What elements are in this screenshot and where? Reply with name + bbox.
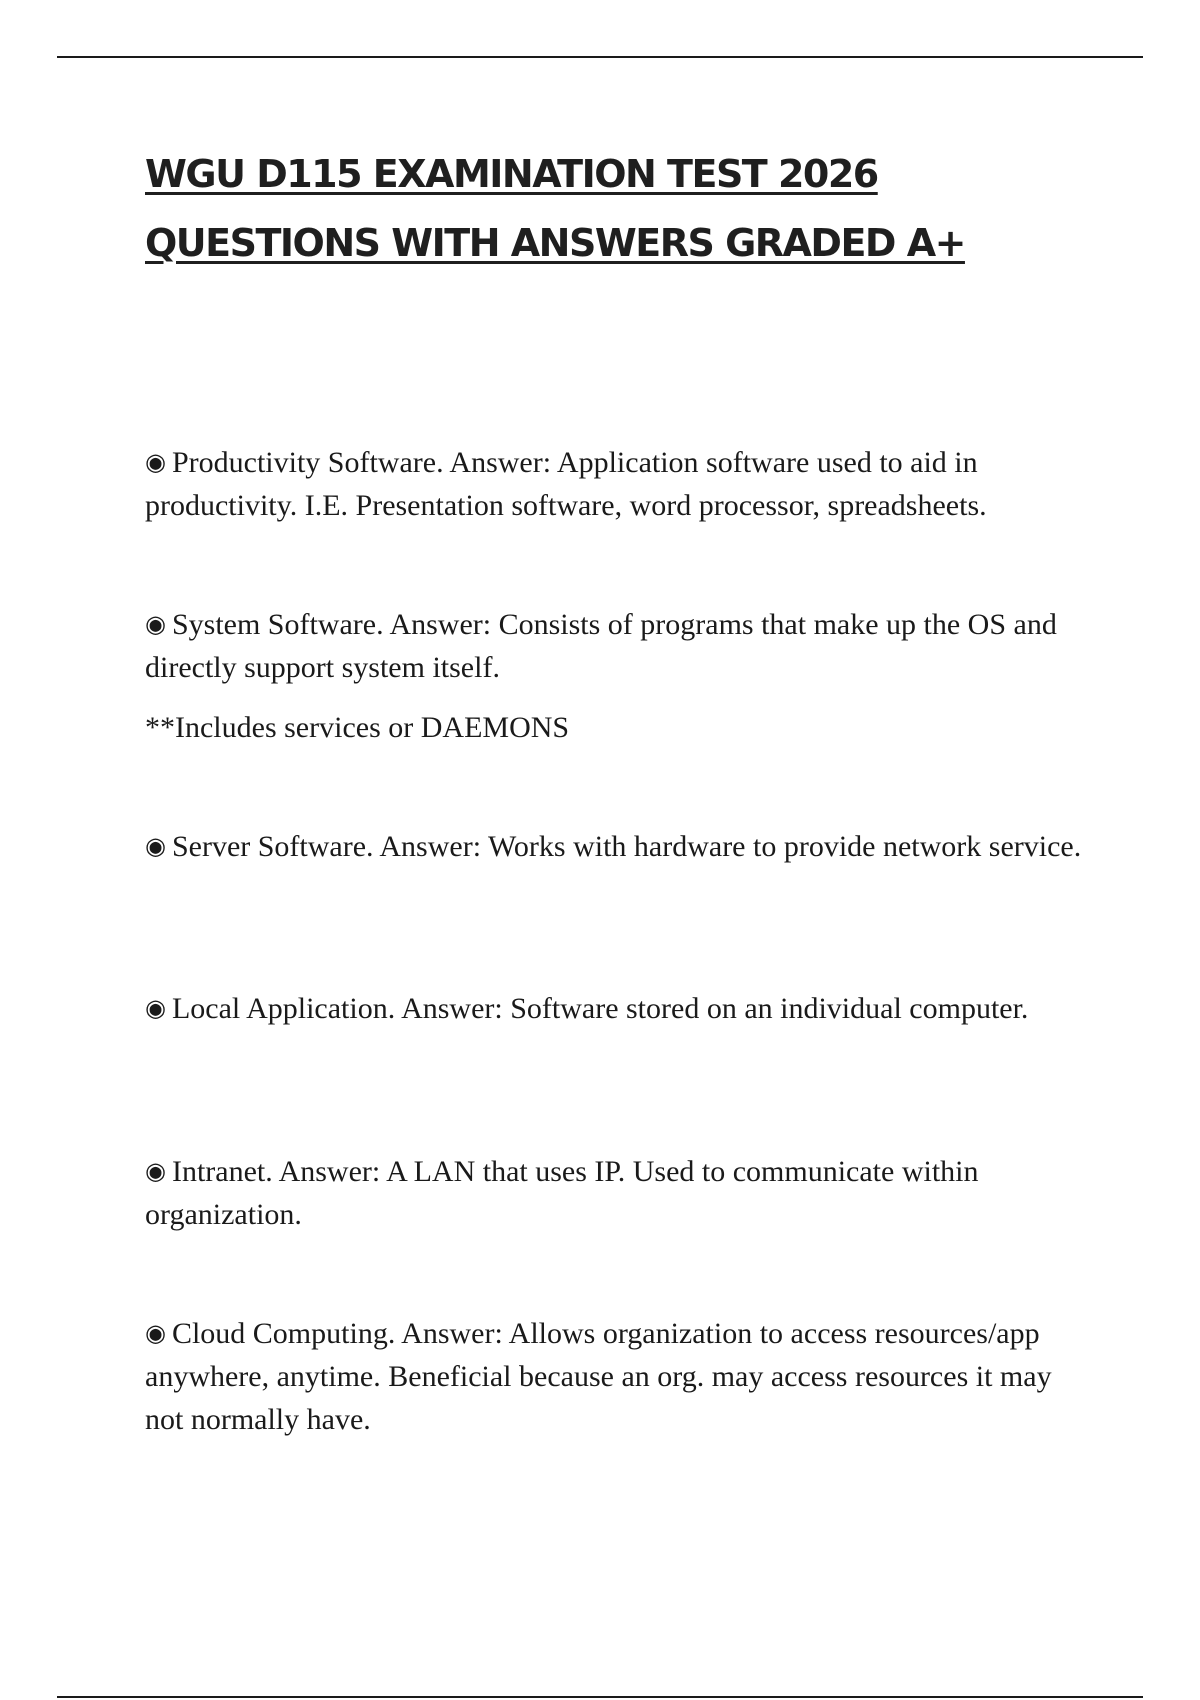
radio-bullet-icon: ◉	[145, 994, 166, 1022]
qa-text: Server Software. Answer: Works with hardware to provide network service.	[171, 830, 1082, 863]
qa-text: Local Application. Answer: Software stored on an individual computer.	[171, 992, 1029, 1025]
qa-item-system-software	[145, 603, 1095, 749]
document-title	[145, 140, 1085, 278]
title-line-2: QUESTIONS WITH ANSWERS GRADED A+	[145, 221, 965, 265]
top-divider	[57, 56, 1143, 58]
radio-bullet-icon: ◉	[145, 610, 166, 638]
qa-item-intranet	[145, 1150, 1095, 1236]
qa-item-cloud-computing	[145, 1312, 1095, 1441]
radio-bullet-icon: ◉	[145, 448, 166, 476]
qa-text: Intranet. Answer: A LAN that uses IP. Used to communicate within organization.	[145, 1155, 979, 1231]
qa-item-server-software	[145, 825, 1095, 868]
qa-text: Cloud Computing. Answer: Allows organization to access resources/app anywhere, anytime. Beneficial because an org. may access resources it may not normally have.	[145, 1317, 1052, 1436]
qa-text: Productivity Software. Answer: Application software used to aid in productivity. I.E. Presentation software, word processor, spreadsheets.	[145, 446, 987, 522]
bottom-divider	[57, 1696, 1143, 1698]
qa-text: System Software. Answer: Consists of programs that make up the OS and directly support system itself.	[145, 608, 1057, 684]
radio-bullet-icon: ◉	[145, 1319, 166, 1347]
radio-bullet-icon: ◉	[145, 832, 166, 860]
radio-bullet-icon: ◉	[145, 1157, 166, 1185]
qa-item-local-application	[145, 987, 1095, 1030]
qa-item-productivity-software	[145, 441, 1095, 527]
qa-note: **Includes services or DAEMONS	[145, 711, 570, 744]
title-line-1: WGU D115 EXAMINATION TEST 2026	[145, 152, 878, 196]
